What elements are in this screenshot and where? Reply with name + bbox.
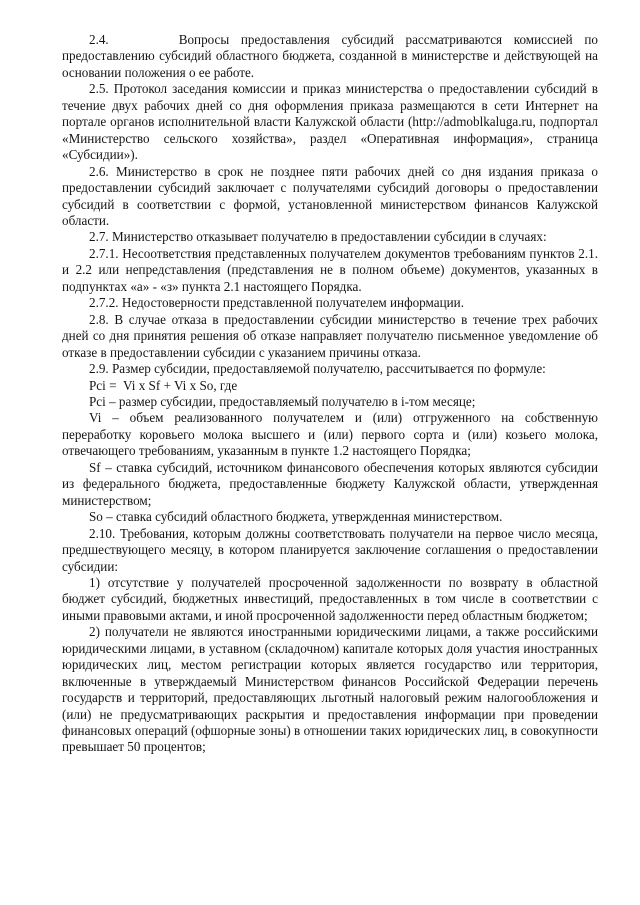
paragraph-2-7-2: 2.7.2. Недостоверности представленной получателем информации. xyxy=(89,295,464,311)
paragraph-2-5: 2.5. Протокол заседания комиссии и приказ министерства о предоставлении субсидий в течение двух рабочих дней со дня оформления приказа размещаются в сети Интернет на портале органов исполнительной власти Калужской области (http://admoblkaluga.ru, подпортал «Министерство сельского хозяйства», раздел «Оперативная информация», страница «Субсидии»). xyxy=(62,81,598,163)
requirement-2: 2) получатели не являются иностранными юридическими лицами, а также российскими юридическими лицами, в уставном (складочном) капитале которых доля участия иностранных юридических лиц, местом регистрации которых является государство или территория, включенные в утверждаемый Министерством финансов Российской Федерации перечень государств и территорий, предоставляющих льготный налоговый режим налогообложения и (или) не предусматривающих раскрытия и предоставления информации при проведении финансовых операций (офшорные зоны) в отношении таких юридических лиц, в совокупности превышает 50 процентов; xyxy=(62,624,598,755)
definition-vi: Vi – объем реализованного получателем и (или) отгруженного на собственную переработку коровьего молока высшего и (или) первого сорта и (или) козьего молока, отвечающего требованиям, указанным в пункте 1.2 настоящего Порядка; xyxy=(62,410,598,459)
paragraph-2-10: 2.10. Требования, которым должны соответствовать получатели на первое число месяца, предшествующего месяцу, в котором планируется заключение соглашения о предоставлении субсидии: xyxy=(62,525,598,574)
paragraph-2-7: 2.7. Министерство отказывает получателю в предоставлении субсидии в случаях: xyxy=(89,229,547,245)
definition-sf: Sf – ставка субсидий, источником финансового обеспечения которых являются субсидии из федерального бюджета, предоставленные бюджету Калужской области, утвержденная министерством; xyxy=(62,459,598,508)
requirement-1: 1) отсутствие у получателей просроченной задолженности по возврату в областной бюджет субсидий, бюджетных инвестиций, предоставленных в том числе в соответствии с иными правовыми актами, и иной просроченной задолженности перед областным бюджетом; xyxy=(62,574,598,623)
paragraph-2-8: 2.8. В случае отказа в предоставлении субсидии министерство в течение трех рабочих дней со дня принятия решения об отказе направляет получателю письменное уведомление об отказе в предоставлении субсидии с указанием причины отказа. xyxy=(62,311,598,360)
paragraph-2-7-1: 2.7.1. Несоответствия представленных получателем документов требованиям пунктов 2.1. и 2.2 или непредставления (представления не в полном объеме) документов, указанных в подпунктах «а» - «з» пункта 2.1 настоящего Порядка. xyxy=(62,245,598,294)
document-page xyxy=(62,32,598,756)
paragraph-2-6: 2.6. Министерство в срок не позднее пяти рабочих дней со дня издания приказа о предоставлении субсидий заключает с получателями субсидий договоры о предоставлении субсидий в соответствии с формой, установленной министерством финансов Калужской области. xyxy=(62,163,598,228)
definition-pci: Pci – размер субсидии, предоставляемый получателю в i-том месяце; xyxy=(89,393,476,409)
paragraph-2-9: 2.9. Размер субсидии, предоставляемой получателю, рассчитывается по формуле: xyxy=(89,361,546,377)
paragraph-2-4: 2.4. Вопросы предоставления субсидий рассматриваются комиссией по предоставлению субсидий областного бюджета, созданной в министерстве и действующей на основании положения о ее работе. xyxy=(62,32,598,80)
definition-so: So – ставка субсидий областного бюджета, утвержденная министерством. xyxy=(89,509,503,525)
formula-line: Pci = Vi x Sf + Vi x So, где xyxy=(89,377,238,393)
